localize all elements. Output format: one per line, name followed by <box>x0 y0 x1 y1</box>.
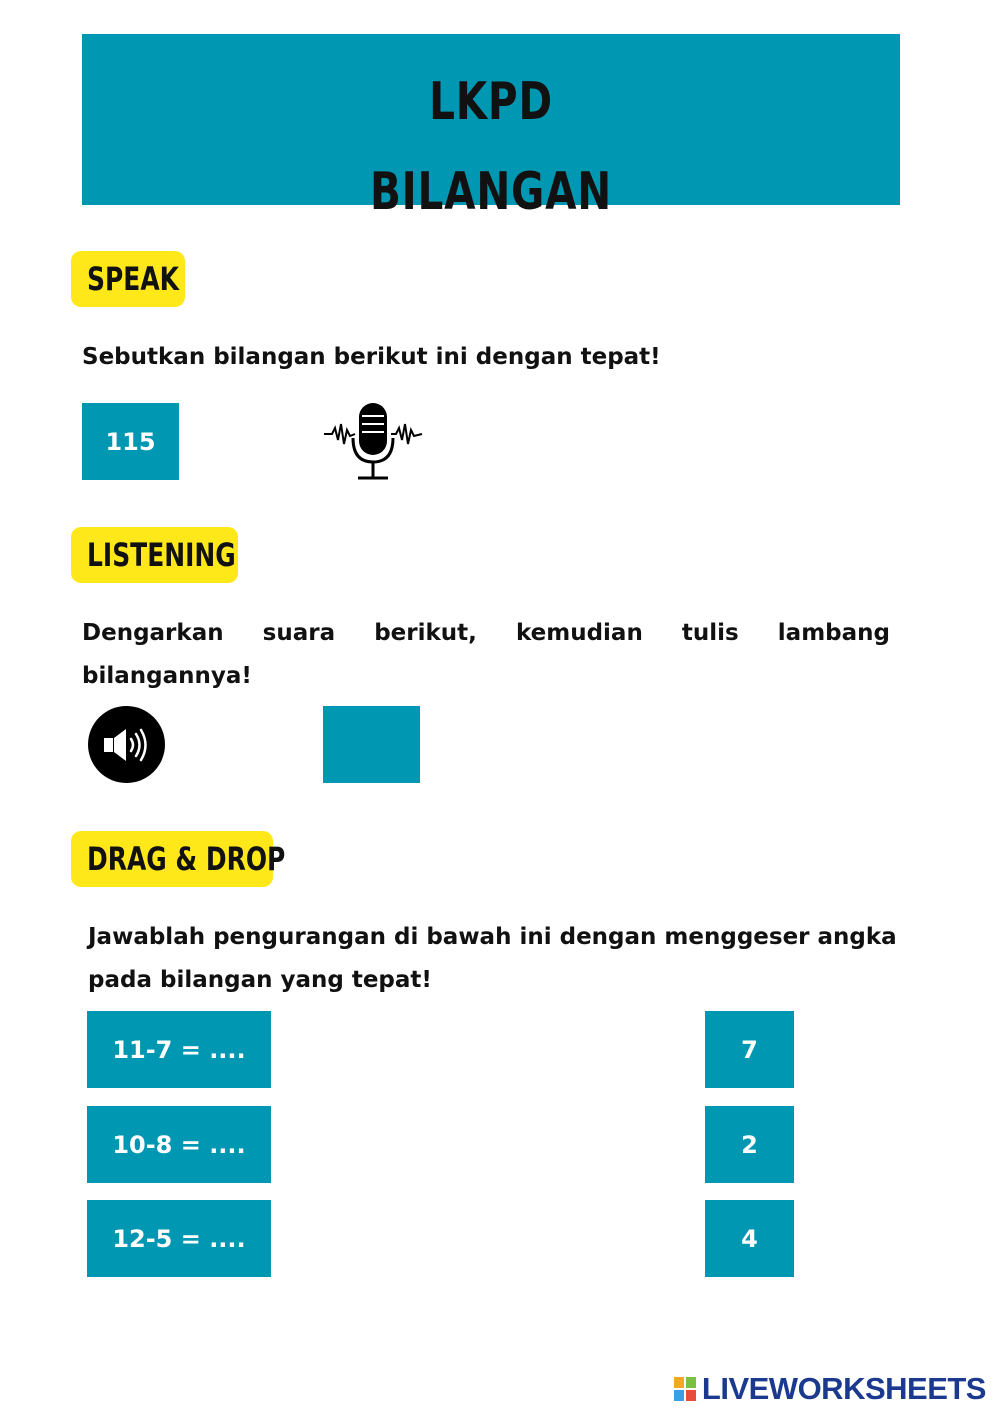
drop-target-question-1[interactable]: 11-7 = .... <box>87 1011 271 1088</box>
title-banner <box>82 34 900 222</box>
section-tag-drag-drop <box>71 831 286 887</box>
listening-instruction-line-2: bilangannya! <box>82 663 252 689</box>
section-tag-speak <box>71 251 185 307</box>
liveworksheets-wordmark: LIVEWORKSHEETS <box>701 1371 986 1406</box>
draggable-answer-1[interactable]: 7 <box>705 1011 794 1088</box>
draggable-answer-3[interactable]: 4 <box>705 1200 794 1277</box>
section-tag-listening-label: LISTENING <box>87 536 236 574</box>
title-line-2: BILANGAN <box>369 162 613 222</box>
microphone-icon[interactable] <box>322 400 424 482</box>
drag-drop-instruction-line-2: pada bilangan yang tepat! <box>88 967 432 993</box>
liveworksheets-logo <box>674 1372 986 1406</box>
draggable-answer-2[interactable]: 2 <box>705 1106 794 1183</box>
drop-target-question-2[interactable]: 10-8 = .... <box>87 1106 271 1183</box>
drop-target-question-3[interactable]: 12-5 = .... <box>87 1200 271 1277</box>
speaker-icon[interactable] <box>88 706 165 783</box>
listening-instruction-text-1: Dengarkan suara berikut, kemudian tulis lambang <box>82 620 890 646</box>
section-tag-listening <box>71 527 238 583</box>
speak-number-tile: 115 <box>82 403 179 480</box>
section-tag-drag-drop-label: DRAG & DROP <box>87 840 286 878</box>
drag-drop-instruction-line-1: Jawablah pengurangan di bawah ini dengan menggeser angka <box>88 924 897 950</box>
listening-answer-box[interactable] <box>323 706 420 783</box>
section-tag-speak-label: SPEAK <box>87 260 179 298</box>
speak-instruction: Sebutkan bilangan berikut ini dengan tepat! <box>82 344 661 370</box>
title-line-1: LKPD <box>429 72 553 132</box>
listening-instruction <box>82 612 890 698</box>
drag-drop-instruction <box>88 916 900 1002</box>
liveworksheets-logo-icon <box>674 1377 696 1401</box>
